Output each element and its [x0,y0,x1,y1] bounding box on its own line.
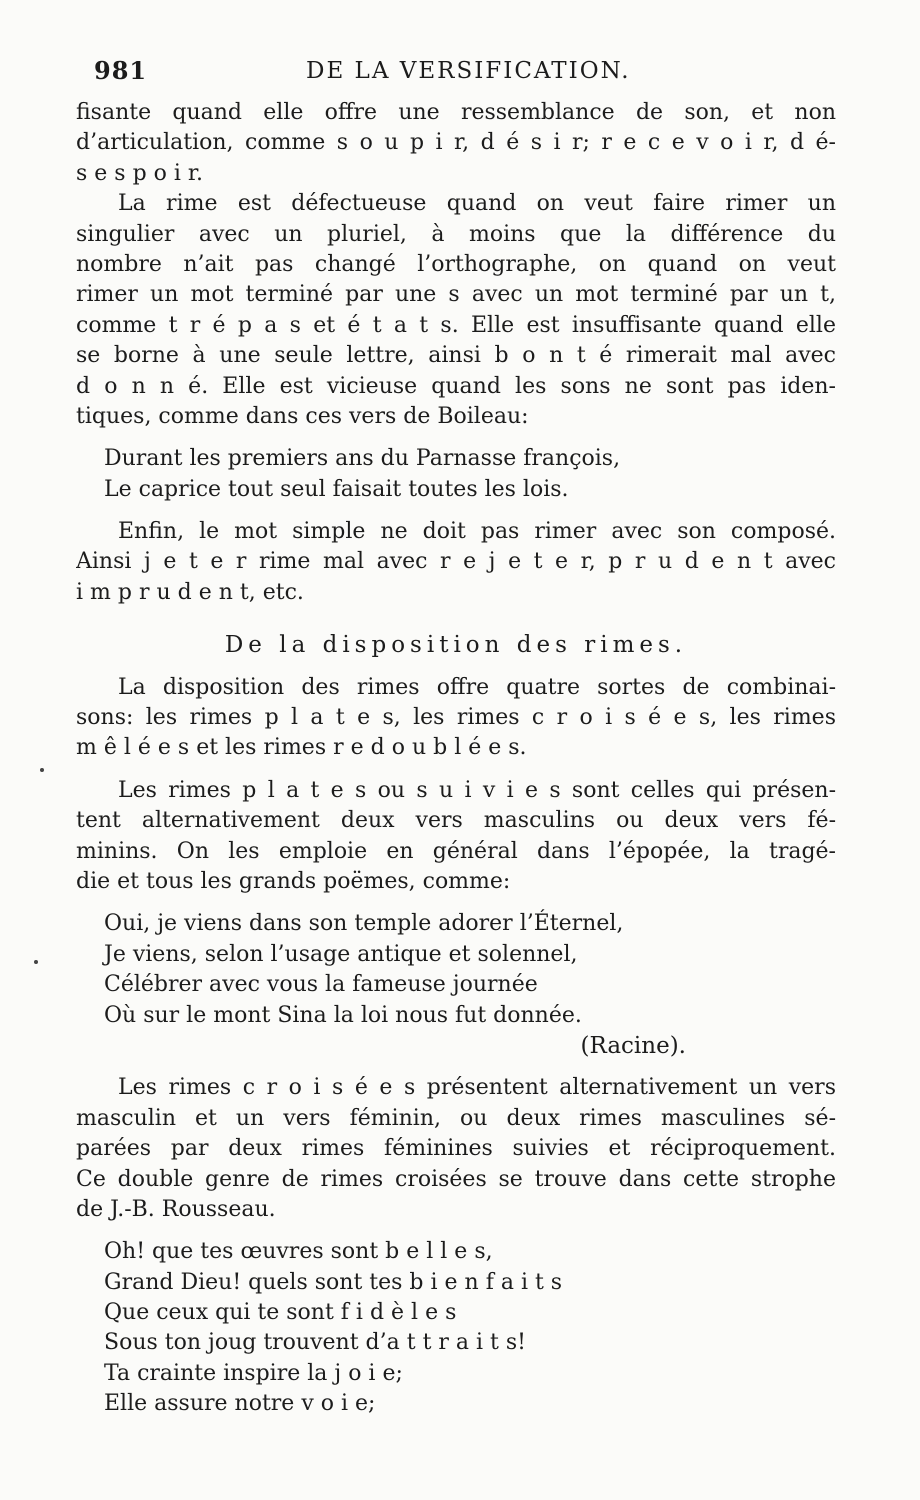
verse-line: Oui, je viens dans son temple adorer l’Éternel, [104,911,624,937]
verse-line: Je viens, selon l’usage antique et solennel, [104,941,578,967]
verse-quote-rousseau [76,1237,836,1419]
attribution: (Racine). [580,1032,686,1059]
verse-line: Grand Dieu! quels sont tes b i e n f a i t s [104,1269,563,1295]
paragraph-disposition [76,673,836,764]
verse-line: Que ceux qui te sont f i d è l e s [104,1300,457,1326]
text-line: parées par deux rimes féminines suivies et réciproquement. [76,1136,836,1162]
page-number: 981 [94,56,148,85]
text-line: d’articulation, comme s o u p i r, d é s i r; r e c e v o i r, d é- [76,130,836,156]
stray-ink-mark [40,768,44,772]
verse-line: Durant les premiers ans du Parnasse françois, [104,446,621,472]
text-line: die et tous les grands poëmes, comme: [76,868,511,894]
paragraph-simple-word [76,517,836,608]
verse-line: Le caprice tout seul faisait toutes les lois. [104,476,569,502]
text-line: s e s p o i r. [76,160,204,186]
paragraph-rimes-plates [76,776,836,898]
text-line: Les rimes p l a t e s ou s u i v i e s sont celles qui présen- [118,777,836,803]
page-header [88,52,848,92]
text-line: sons: les rimes p l a t e s, les rimes c r o i s é e s, les rimes [76,705,836,731]
text-line: rimer un mot terminé par une s avec un mot terminé par un t, [76,282,836,308]
text-line: nombre n’ait pas changé l’orthographe, on quand on veut [76,251,836,277]
text-line: La disposition des rimes offre quatre sortes de combinai- [118,674,836,700]
verse-line: Ta crainte inspire la j o i e; [104,1360,403,1386]
text-line: minins. On les emploie en général dans l’épopée, la tragé- [76,838,836,864]
text-line: de J.-B. Rousseau. [76,1196,276,1222]
text-line: tiques, comme dans ces vers de Boileau: [76,403,529,429]
verse-line: Sous ton joug trouvent d’a t t r a i t s! [104,1330,527,1356]
text-line: fisante quand elle offre une ressemblance de son, et non [76,100,836,125]
section-heading: De la disposition des rimes. [224,632,688,659]
text-line: Les rimes c r o i s é e s présentent alternativement un vers [118,1075,836,1101]
paragraph-rimes-croisees [76,1073,836,1225]
text-line: comme t r é p a s et é t a t s. Elle est insuffisante quand elle [76,312,836,338]
verse-quote-racine [76,909,836,1061]
verse-line: Célébrer avec vous la fameuse journée [104,972,538,998]
text-line: singulier avec un pluriel, à moins que la différence du [76,221,836,247]
verse-quote-boileau [76,444,836,505]
stray-ink-mark [34,960,38,964]
text-line: d o n n é. Elle est vicieuse quand les sons ne sont pas iden- [76,373,836,399]
verse-line: Oh! que tes œuvres sont b e l l e s, [104,1239,493,1265]
paragraph-rime-defects [76,189,836,432]
text-line: masculin et un vers féminin, ou deux rimes masculines sé- [76,1105,836,1131]
text-line: m ê l é e s et les rimes r e d o u b l é e s. [76,735,527,761]
verse-line: Où sur le mont Sina la loi nous fut donnée. [104,1002,582,1028]
verse-line: Elle assure notre v o i e; [104,1391,376,1417]
text-line: Ainsi j e t e r rime mal avec r e j e t e r, p r u d e n t avec [76,549,836,575]
page-body [76,98,836,1420]
text-line: tent alternativement deux vers masculins ou deux vers fé- [76,808,836,834]
running-title: DE LA VERSIFICATION. [306,58,631,84]
paragraph-continuation [76,98,836,189]
text-line: La rime est défectueuse quand on veut faire rimer un [118,191,836,217]
text-line: Enfin, le mot simple ne doit pas rimer avec son composé. [118,519,836,545]
text-line: Ce double genre de rimes croisées se trouve dans cette strophe [76,1166,836,1192]
text-line: i m p r u d e n t, etc. [76,579,304,605]
text-line: se borne à une seule lettre, ainsi b o n t é rimerait mal avec [76,343,836,369]
